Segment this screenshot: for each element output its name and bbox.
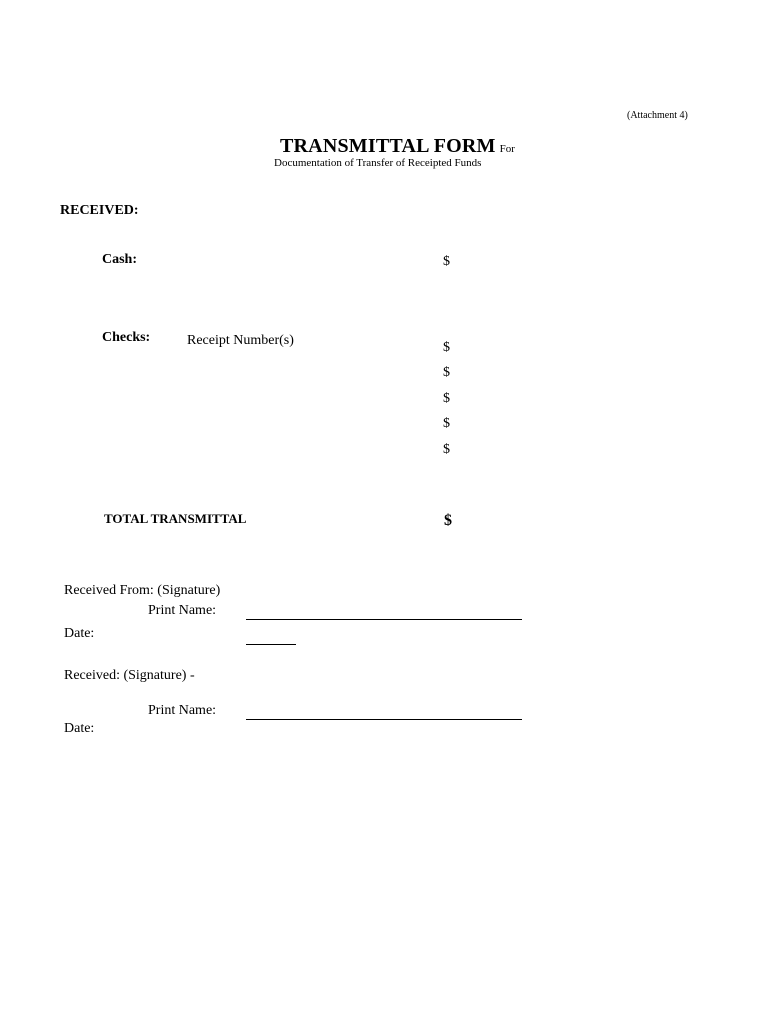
- print-name-label-2: Print Name:: [148, 703, 217, 718]
- print-name-label-1: Print Name:: [148, 603, 217, 618]
- received-heading: RECEIVED:: [60, 203, 139, 218]
- form-title-block: [280, 135, 515, 158]
- date-label-2: Date:: [64, 721, 95, 736]
- check-amount-field-2[interactable]: $: [443, 365, 450, 380]
- check-amount-field-3[interactable]: $: [443, 391, 450, 406]
- total-transmittal-label: TOTAL TRANSMITTAL: [104, 511, 247, 526]
- received-from-signature-label: Received From: (Signature): [64, 583, 221, 598]
- print-name-line-1[interactable]: [246, 619, 522, 620]
- form-title: TRANSMITTAL FORM: [280, 135, 496, 157]
- cash-label: Cash:: [102, 252, 138, 267]
- attachment-label: (Attachment 4): [627, 110, 688, 121]
- print-name-line-2[interactable]: [246, 719, 522, 720]
- form-subtitle: Documentation of Transfer of Receipted Funds: [274, 157, 482, 169]
- date-label-1: Date:: [64, 626, 95, 641]
- checks-label: Checks:: [102, 330, 151, 345]
- check-amount-field-5[interactable]: $: [443, 442, 450, 457]
- receipt-numbers-label: Receipt Number(s): [187, 333, 294, 348]
- total-amount-field[interactable]: $: [444, 512, 452, 529]
- cash-amount-field[interactable]: $: [443, 254, 450, 269]
- form-title-suffix: For: [499, 143, 515, 155]
- date-line-1[interactable]: [246, 644, 296, 645]
- check-amount-field-1[interactable]: $: [443, 340, 450, 355]
- received-by-signature-label: Received: (Signature) -: [64, 668, 195, 683]
- check-amount-field-4[interactable]: $: [443, 416, 450, 431]
